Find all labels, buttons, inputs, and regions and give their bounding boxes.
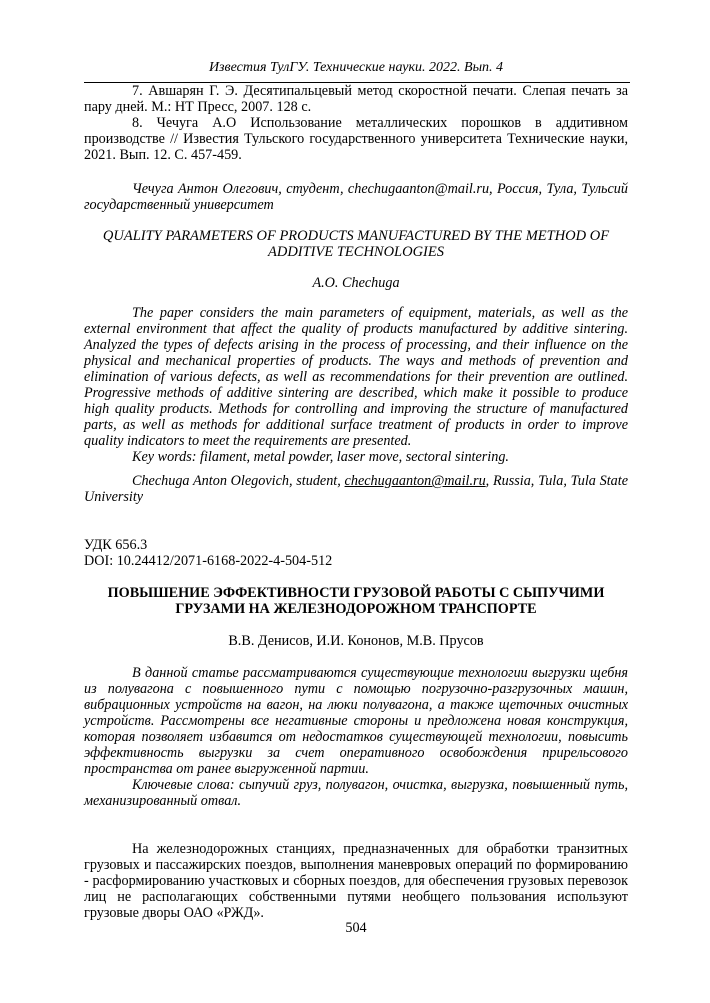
author-info-en-text: Chechuga Anton Olegovich, student, bbox=[132, 473, 345, 489]
title-line: QUALITY PARAMETERS OF PRODUCTS MANUFACTURED BY THE METHOD OF bbox=[102, 228, 610, 244]
page-number: 504 bbox=[345, 920, 367, 936]
author-info-en-suffix: , Russia, Tula, Tula State University bbox=[84, 473, 628, 505]
article-title bbox=[84, 585, 628, 617]
reference-item: 7. Авшарян Г. Э. Десятипальцевый метод скоростной печати. Слепая печать за пару дней. М.: НТ Пресс, 2007. 128 с. bbox=[84, 83, 628, 115]
doi: DOI: 10.24412/2071-6168-2022-4-504-512 bbox=[84, 553, 333, 569]
title-line: ПОВЫШЕНИЕ ЭФФЕКТИВНОСТИ ГРУЗОВОЙ РАБОТЫ С СЫПУЧИМИ bbox=[107, 585, 605, 601]
udk-code: УДК 656.3 bbox=[84, 537, 148, 553]
abstract-ru bbox=[84, 665, 628, 809]
body-text bbox=[84, 841, 628, 921]
prev-article-title-en bbox=[84, 228, 628, 260]
author-info-ru bbox=[84, 181, 628, 213]
author-email-link[interactable]: chechugaanton@mail.ru bbox=[344, 473, 486, 489]
abstract-en bbox=[84, 305, 628, 465]
abstract-ru-text: В данной статье рассматриваются существующие технологии выгрузки щебня из полувагона с повышенного пути с помощью погрузочно-разгрузочных машин, вибрационных устройств на вагон, на люки полувагона, а также щеточных очистных устройств. Рассмотрены все негативные стороны и предложена новая конструкция, которая позволяет избавится от недостатков существующей технологии, повысить эффективность выгрузки за счет оперативного освобождения прирельсового пространства от ранее выгруженной партии. bbox=[84, 665, 628, 777]
keywords-en: Key words: filament, metal powder, laser move, sectoral sintering. bbox=[132, 449, 509, 465]
body-paragraph: На железнодорожных станциях, предназначенных для обработки транзитных грузовых и пассажирских поездов, выполнения маневровых операций по формированию - расформированию участковых и сборных поездов, для обеспечения грузовых перевозок лиц не располагающих собственными путями необщего пользования используют грузовые дворы ОАО «РЖД». bbox=[84, 841, 628, 921]
running-head: Известия ТулГУ. Технические науки. 2022. Вып. 4 bbox=[208, 60, 504, 75]
title-line: ADDITIVE TECHNOLOGIES bbox=[267, 244, 444, 260]
article-authors: В.В. Денисов, И.И. Кононов, М.В. Прусов bbox=[228, 633, 484, 649]
reference-item: 8. Чечуга А.О Использование металлических порошков в аддитивном производстве // Известия Тульского государственного университета Технические науки, 2021. Вып. 12. С. 457-459. bbox=[84, 115, 628, 163]
author-info-ru-text: Чечуга Антон Олегович, студент, chechugaanton@mail.ru, Россия, Тула, Тульсий государственный университет bbox=[84, 181, 628, 213]
article-identifiers bbox=[84, 537, 628, 569]
keywords-ru: Ключевые слова: сыпучий груз, полувагон, очистка, выгрузка, повышенный путь, механизированный отвал. bbox=[84, 777, 628, 809]
references-list bbox=[84, 83, 628, 163]
abstract-en-text: The paper considers the main parameters of equipment, materials, as well as the external environment that affect the quality of products manufactured by additive sintering. Analyzed the types of defects arising in the process of processing, and their influence on the physical and mechanical properties of products. The ways and methods of prevention and elimination of various defects, as well as recommendations for their prevention are outlined. Progressive methods of additive sintering are described, which make it possible to produce high quality products. Methods for controlling and improving the structure of manufactured parts, as well as methods for additional surface treatment of products in order to improve quality indicators to meet the requirements are presented. bbox=[84, 305, 628, 449]
author-info-en bbox=[84, 473, 628, 505]
title-line: ГРУЗАМИ НА ЖЕЛЕЗНОДОРОЖНОМ ТРАНСПОРТЕ bbox=[175, 601, 537, 617]
prev-article-author-en: A.O. Chechuga bbox=[312, 275, 400, 291]
